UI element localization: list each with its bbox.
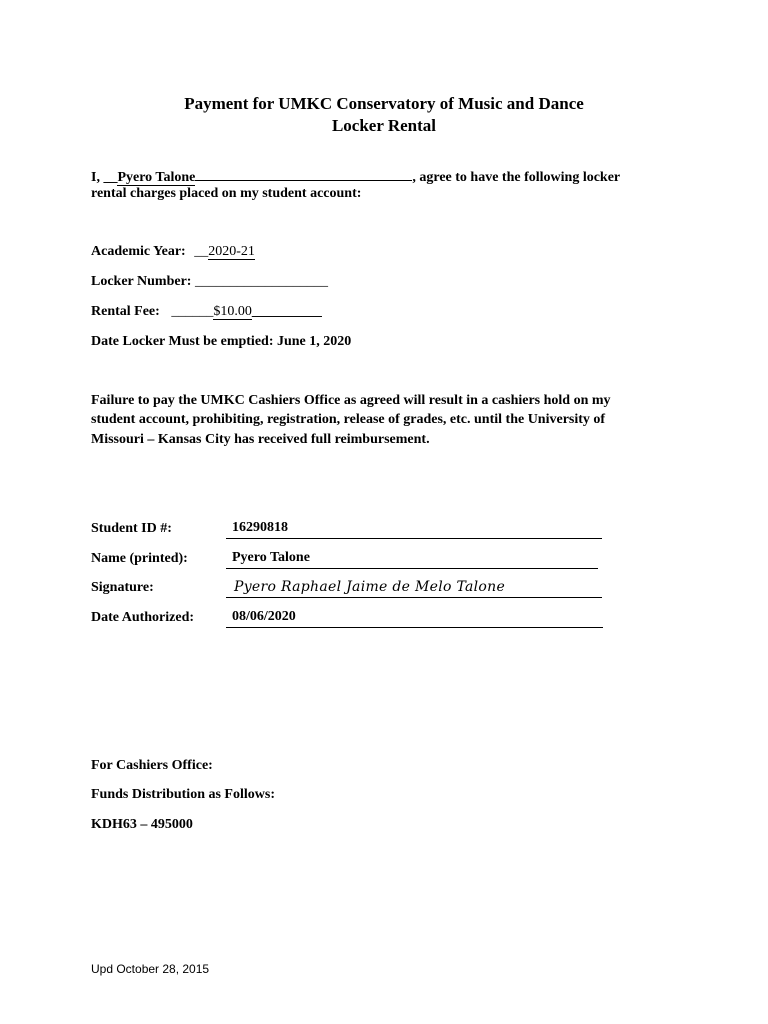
academic-year-prefix: __ [194, 244, 209, 259]
agreement-name-blank [195, 166, 412, 181]
signature-field [226, 579, 602, 598]
agreement-suffix: , agree to have the following locker [412, 170, 621, 185]
date-authorized-field [226, 609, 603, 628]
date-authorized-value: 08/06/2020 [232, 609, 296, 624]
agreement-prefix: I, __ [91, 170, 118, 185]
student-id-field [226, 520, 602, 539]
cashiers-heading: For Cashiers Office: [91, 758, 213, 773]
warning-line-3: Missouri – Kansas City has received full reimbursement. [91, 432, 430, 447]
warning-line-2: student account, prohibiting, registration, release of grades, etc. until the University of [91, 412, 606, 427]
student-id-value: 16290818 [232, 520, 288, 535]
name-printed-label: Name (printed): [91, 551, 188, 566]
academic-year-label: Academic Year: [91, 244, 186, 259]
title-line-1: Payment for UMKC Conservatory of Music and Dance [184, 94, 584, 113]
updated-date: Upd October 28, 2015 [91, 962, 210, 976]
account-code: KDH63 – 495000 [91, 817, 193, 832]
locker-number-blank: ___________________ [194, 274, 328, 289]
signature-label: Signature: [91, 580, 154, 595]
locker-number-row [91, 274, 328, 290]
name-printed-field [226, 550, 598, 569]
warning-line-1: Failure to pay the UMKC Cashiers Office as agreed will result in a cashiers hold on my [91, 393, 611, 408]
agreement-line-1 [91, 166, 620, 186]
rental-fee-prefix: ______ [171, 304, 214, 319]
locker-number-label: Locker Number: [91, 274, 192, 289]
date-locker-emptied: Date Locker Must be emptied: June 1, 2020 [91, 334, 352, 349]
agreement-name: Pyero Talone [117, 170, 196, 185]
rental-fee-row [91, 304, 322, 320]
document-title [0, 93, 768, 137]
funds-distribution-label: Funds Distribution as Follows: [91, 787, 275, 802]
signature-value: Pyero Raphael Jaime de Melo Talone [234, 579, 506, 595]
academic-year-value: 2020-21 [208, 244, 255, 259]
title-line-2: Locker Rental [331, 116, 437, 135]
academic-year-row [91, 244, 255, 260]
agreement-line-2: rental charges placed on my student account: [91, 186, 362, 201]
rental-fee-suffix: __________ [251, 304, 322, 319]
date-authorized-label: Date Authorized: [91, 610, 195, 625]
rental-fee-label: Rental Fee: [91, 304, 160, 319]
name-printed-value: Pyero Talone [232, 550, 310, 565]
student-id-label: Student ID #: [91, 521, 172, 536]
rental-fee-value: $10.00 [213, 304, 252, 319]
